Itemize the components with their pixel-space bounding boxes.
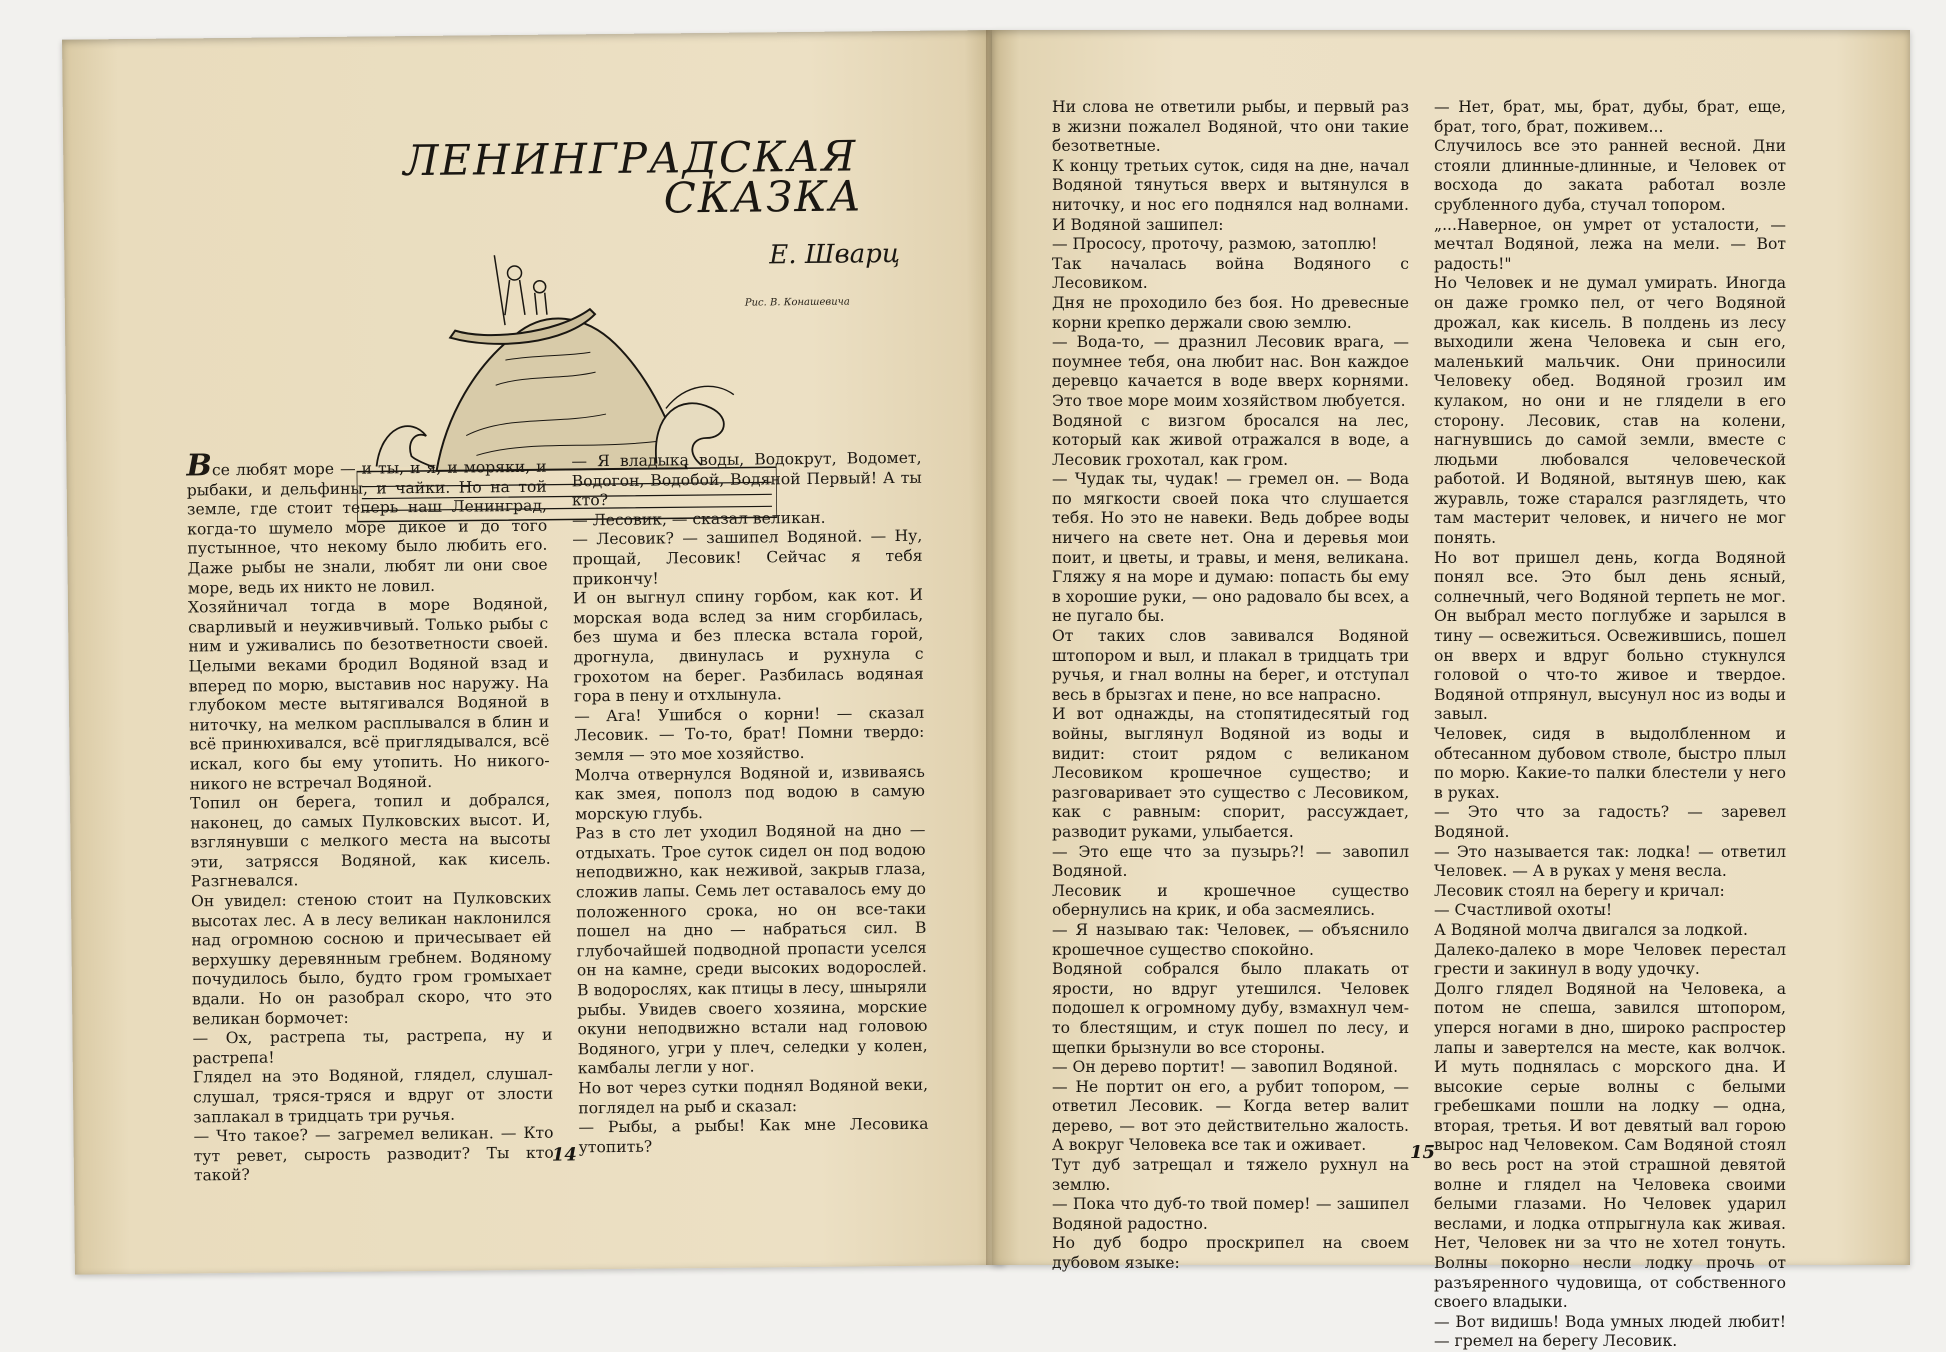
left-col2-text: — Я владыка воды, Водокрут, Водомет, Водогон, Водобой, Водяной Первый! А ты кто? — Лесовик, — сказал великан. — Лесовик? — зашипел Водяной. — Ну, прощай, Лесовик! Сейчас я тебя прикончу! И он выгнул спину горбом, как кот. И морская вода вслед за ним сгорбилась, без шума и без плеска встала горой, дрогнула, двинулась и рухнула с грохотом на берег. Разбилась водяная гора в пену и отхлынула. — Ага! Ушибся о корни! — сказал Лесовик. — То-то, брат! Помни твердо: земля — это мое хозяйство. Молча отвернулся Водяной и, извиваясь как змея, пополз под водою в самую морскую глубь. Раз в сто лет уходил Водяной на дно — отдыхать. Трое суток сидел он под водою неподвижно, как неживой, закрыв глаза, сложив лапы. Семь лет оставалось ему до положенного срока, но он все-таки пошел на дно — набраться сил. В глубочайшей подводной пропасти уселся он на камне, среди высоких водорослей. В водорослях, как птицы в лесу, шныряли рыбы. Увидев своего хозяина, морские окуни неподвижно встали над головою Водяного, угри у плеч, селедки у колен, камбалы легли у ног. Но вот через сутки поднял Водяной веки, поглядел на рыб и сказал: — Рыбы, а рыбы! Как мне Лесовика утопить? [571,448,929,1157]
right-page [992,30,1910,1351]
story-title-line2: СКАЗКА [663,171,863,223]
right-col2-text: — Нет, брат, мы, брат, дубы, брат, еще, брат, того, брат, поживем... Случилось все это ранней весной. Дни стояли длинные-длинные, и Человек от восхода до заката работал возле срубленного дуба, стучал топором. „...Наверное, он умрет от усталости, — мечтал Водяной, лежа на мели. — Вот радость!" Но Человек и не думал умирать. Иногда он даже громко пел, от чего Водяной дрожал, как кисель. В полдень из лесу выходили жена Человека и сын его, маленький мальчик. Они приносили Человеку обед. Водяной грозил им кулаком, но они и не глядели в его сторону. Лесовик, став на колени, нагнувшись до самой земли, вместе с людьми любовался человеческой работой. И Водяной, вытянув шею, как журавль, тоже старался разглядеть, что там мастерит человек, и ничего не мог понять. Но вот пришел день, когда Водяной понял все. Это был день ясный, солнечный, чего Водяной терпеть не мог. Он выбрал место поглубже и зарылся в тину — освежиться. Освежившись, пошел он вверх и вдруг больно стукнулся головой о что-то живое и твердое. Водяной отпрянул, высунул нос из воды и завыл. Человек, сидя в выдолбленном и обтесанном дубовом стволе, быстро плыл по морю. Какие-то палки блестели у него в руках. — Это что за гадость? — заревел Водяной. — Это называется так: лодка! — ответил Человек. — А в руках у меня весла. Лесовик стоял на берегу и кричал: — Счастливой охоты! А Водяной молча двигался за лодкой. Далеко-далеко в море Человек перестал грести и закинул в воду удочку. Долго глядел Водяной на Человека, а потом не спеша, завился штопором, уперся ногами в дно, широко распростер лапы и завертелся на месте, как волчок. И муть поднялась с морского дна. И высокие серые волны с белыми гребешками пошли на лодку — одна, вторая, третья. И вот девятый вал горою вырос над Человеком. Сам Водяной стоял во весь рост на этой страшной девятой волне и глядел на Человека своими белыми глазами. Но Человек ударил веслами, и лодка отпрыгнула как живая. Нет, Человек ни за что не хотел тонуть. Волны покорно несли лодку прочь от разъяренного чудовища, от собственного своего владыки. — Вот видишь! Вода умных людей любит! — гремел на берегу Лесовик. [1434,98,1786,1351]
right-column-1 [1052,98,1409,1274]
page-number-right: 15 [1410,1142,1436,1163]
left-page [62,30,1005,1275]
dropcap-letter: В [186,448,213,484]
left-column-1 [186,448,554,1187]
right-column-2 [1434,98,1786,1352]
left-column-2 [571,449,928,1158]
author-signature: Е. Шварц [769,238,901,271]
story-title-line1: ЛЕНИНГРАДСКАЯ [403,131,858,186]
right-col1-text: Ни слова не ответили рыбы, и первый раз в жизни пожалел Водяной, что они такие безответные. К концу третьих суток, сидя на дне, начал Водяной тянуться вверх и вытянулся в ниточку, и нос его поднялся над волнами. И Водяной зашипел: — Прососу, проточу, размою, затоплю! Так началась война Водяного с Лесовиком. Дня не проходило без боя. Но древесные корни крепко держали свою землю. — Вода-то, — дразнил Лесовик врага, — поумнее тебя, она любит нас. Вон каждое деревцо качается в воде вверх корнями. Это твое море моим хозяйством любуется. Водяной с визгом бросался на лес, который как живой отражался в воде, а Лесовик грохотал, как гром. — Чудак ты, чудак! — гремел он. — Вода по мягкости своей пока что слушается тебя. Но это не навеки. Ведь добрее воды ничего на свете нет. Она и деревья мои поит, и цветы, и травы, и меня, великана. Гляжу я на море и думаю: попасть бы ему в хорошие руки, — оно радовало бы всех, а не пугало бы. От таких слов завивался Водяной штопором и выл, и плакал в тридцать три ручья, и гнал волны на берег, и отступал весь в брызгах и пене, но все напрасно. И вот однажды, на стопятидесятый год войны, выглянул Водяной из воды и видит: стоит рядом с великаном Лесовиком крошечное существо; и разговаривает это существо с Лесовиком, как с равным: спорит, рассуждает, разводит руками, улыбается. — Это еще что за пузырь?! — завопил Водяной. Лесовик и крошечное существо обернулись на крик, и оба засмеялись. — Я называю так: Человек, — объяснило крошечное существо спокойно. Водяной собрался было плакать от ярости, но вдруг утешился. Человек подошел к огромному дубу, взмахнул чем-то блестящим, и стук пошел по лесу, и щепки брызнули во все стороны. — Он дерево портит! — завопил Водяной. — Не портит он его, а рубит топором, — ответил Лесовик. — Когда ветер валит дерево, — вот это действительно жалость. А вокруг Человека все так и оживает. Тут дуб затрещал и тяжело рухнул на землю. — Пока что дуб-то твой помер! — зашипел Водяной радостно. Но дуб бодро проскрипел на своем дубовом языке: [1052,98,1409,1273]
illustration-credit: Рис. В. Конашевича [744,296,850,309]
page-number-left: 14 [551,1144,577,1166]
left-col1-text: се любят море — и ты, и я, и моряки, и рыбаки, и дельфины, и чайки. Но на той земле, где стоит теперь наш Ленинград, когда-то шумело море дикое и до того пустынное, что некому было любить его. Даже рыбы не знали, любят ли они свое море, ведь их никто не ловил. Хозяйничал тогда в море Водяной, сварливый и неуживчивый. Только рыбы с ним и уживались по безответности своей. Целыми веками бродил Водяной взад и вперед по морю, выставив нос наружу. На глубоком месте вытягивался Водяной в ниточку, на мелком расплывался в блин и всё принюхивался, всё приглядывался, всё искал, кого бы ему утопить. Но никого-никого не встречал Водяной. Топил он берега, топил и добрался, наконец, до самых Пулковских высот. И, взглянувши с мелкого места на высоты эти, затрясся Водяной, как кисель. Разгневался. Он увидел: стеною стоит на Пулковских высотах лес. А в лесу великан наклонился над огромною сосною и причесывает ей верхушку деревянным гребнем. Водяному почудилось было, будто гром громыхает вдали. Но он разобрал скоро, что это великан бормочет: — Ох, растрепа ты, растрепа, ну и растрепа! Глядел на это Водяной, глядел, слушал-слушал, тряся-тряся и вдруг от злости заплакал в тридцать три ручья. — Что такое? — загремел великан. — Кто тут ревет, сырость разводит? Ты кто такой? [186,457,554,1185]
